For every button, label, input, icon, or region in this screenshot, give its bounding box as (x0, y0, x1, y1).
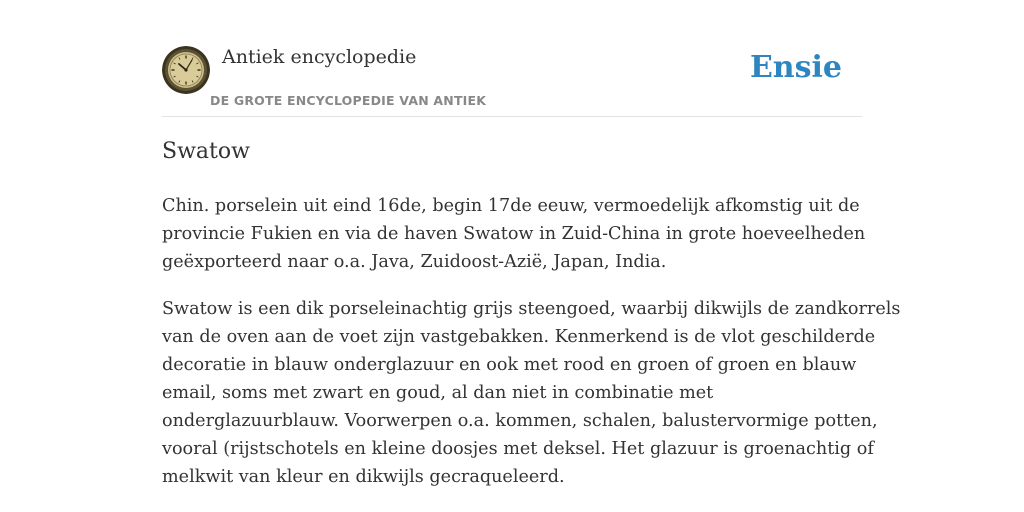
paragraph-line: Chin. porselein uit eind 16de, begin 17de eeuw, vermoedelijk afkomstig uit de (162, 196, 860, 216)
article-body (162, 192, 901, 510)
article-title: Swatow (162, 139, 250, 164)
paragraph-line: provincie Fukien en via de haven Swatow in Zuid-China in grote hoeveelheden (162, 224, 866, 244)
paragraph-line: van de oven aan de voet zijn vastgebakken. Kenmerkend is de vlot geschilderde (162, 327, 876, 347)
paragraph-line: Swatow is een dik porseleinachtig grijs steengoed, waarbij dikwijls de zandkorrels (162, 299, 901, 319)
site-subtitle: DE GROTE ENCYCLOPEDIE VAN ANTIEK (210, 93, 487, 108)
paragraph-line: geëxporteerd naar o.a. Java, Zuidoost-Azië, Japan, India. (162, 252, 667, 272)
site-title[interactable]: Antiek encyclopedie (222, 46, 417, 68)
paragraph-line: vooral (rijstschotels en kleine doosjes met deksel. Het glazuur is groenachtig of (162, 439, 874, 459)
article-paragraph (162, 295, 901, 491)
paragraph-line: email, soms met zwart en goud, al dan niet in combinatie met (162, 383, 714, 403)
paragraph-line: melkwit van kleur en dikwijls gecraqueleerd. (162, 467, 565, 487)
site-header (162, 44, 862, 117)
paragraph-line: decoratie in blauw onderglazuur en ook met rood en groen of groen en blauw (162, 355, 857, 375)
paragraph-line: onderglazuurblauw. Voorwerpen o.a. kommen, schalen, balustervormige potten, (162, 411, 878, 431)
brand-logo[interactable]: Ensie (749, 50, 842, 85)
antique-clock-icon[interactable] (162, 46, 210, 94)
article-paragraph (162, 192, 870, 276)
